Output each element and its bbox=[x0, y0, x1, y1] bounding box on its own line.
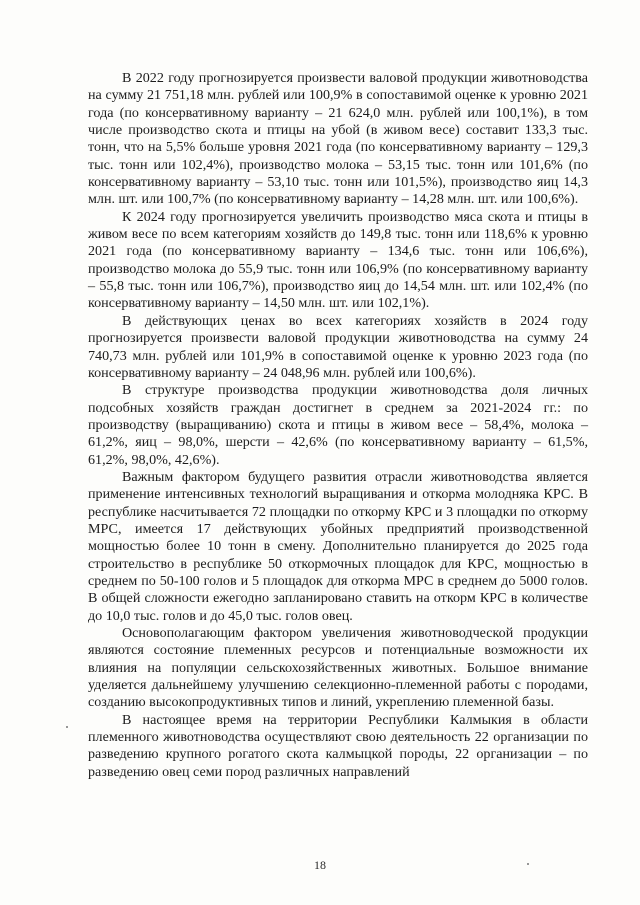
body-text bbox=[88, 70, 588, 781]
paragraph-household-share: В структуре производства продукции животноводства доля личных подсобных хозяйств граждан достигнет в среднем за 2021-2024 гг.: по производству (выращиванию) скота и птицы в живом весе – 58,4%, молока – 61,2%, яиц – 98,0%, шерсти – 42,6% (по консервативному варианту – 61,5%, 61,2%, 98,0%, 42,6%). bbox=[88, 382, 588, 468]
page-number: 18 bbox=[314, 858, 326, 872]
paragraph-breeding-organizations: В настоящее время на территории Республики Калмыкия в области племенного животноводства осуществляют свою деятельность 22 организации по разведению крупного рогатого скота калмыцкой породы, 22 организации – по разведению овец семи пород различных направлений bbox=[88, 711, 588, 780]
paragraph-livestock-2022: В 2022 году прогнозируется произвести валовой продукции животноводства на сумму 21 751,18 млн. рублей или 100,9% в сопоставимой оценке к уровню 2021 года (по консервативному варианту – 21 624,0 млн. рублей или 100,1%), в том числе производство скота и птицы на убой (в живом весе) составит 133,3 тыс. тонн, что на 5,5% больше уровня 2021 года (по консервативному варианту – 129,3 тыс. тонн или 102,4%), производство молока – 53,15 тыс. тонн или 101,6% (по консервативному варианту – 53,10 тыс. тонн или 101,5%), производство яиц 14,3 млн. шт. или 100,7% (по консервативному варианту – 14,28 млн. шт. или 100,6%). bbox=[88, 70, 588, 208]
paragraph-livestock-2024: К 2024 году прогнозируется увеличить производство мяса скота и птицы в живом весе по всем категориям хозяйств до 149,8 тыс. тонн или 118,6% к уровню 2021 года (по консервативному варианту – 134,6 тыс. тонн или 106,6%), производство молока до 55,9 тыс. тонн или 106,9% (по консервативному варианту – 55,8 тыс. тонн или 106,7%), производство яиц до 14,54 млн. шт. или 102,4% (по консервативному варианту – 14,50 млн. шт. или 102,1%). bbox=[88, 208, 588, 312]
scan-speck bbox=[66, 726, 68, 728]
scan-speck bbox=[527, 863, 529, 865]
paragraph-current-prices: В действующих ценах во всех категориях хозяйств в 2024 году прогнозируется произвести валовой продукции животноводства на сумму 24 740,73 млн. рублей или 101,9% в сопоставимой оценке к уровню 2023 года (по консервативному варианту – 24 048,96 млн. рублей или 100,6%). bbox=[88, 312, 588, 381]
paragraph-fattening-technology: Важным фактором будущего развития отрасли животноводства является применение интенсивных технологий выращивания и откорма молодняка КРС. В республике насчитывается 72 площадки по откорму КРС и 3 площадки по откорму МРС, имеется 17 действующих убойных предприятий производственной мощностью более 10 тонн в смену. Дополнительно планируется до 2025 года строительство в республике 50 откормочных площадок для КРС, мощностью в среднем по 50-100 голов и 5 площадок для откорма МРС в среднем до 5000 голов. В общей сложности ежегодно запланировано ставить на откорм КРС в количестве до 10,0 тыс. голов и до 45,0 тыс. голов овец. bbox=[88, 468, 588, 624]
paragraph-breeding-resources: Основополагающим фактором увеличения животноводческой продукции являются состояние племенных ресурсов и потенциальные возможности их влияния на популяции сельскохозяйственных животных. Большое внимание уделяется дальнейшему улучшению селекционно-племенной работы с породами, созданию высокопродуктивных типов и линий, укреплению племенной базы. bbox=[88, 625, 588, 711]
